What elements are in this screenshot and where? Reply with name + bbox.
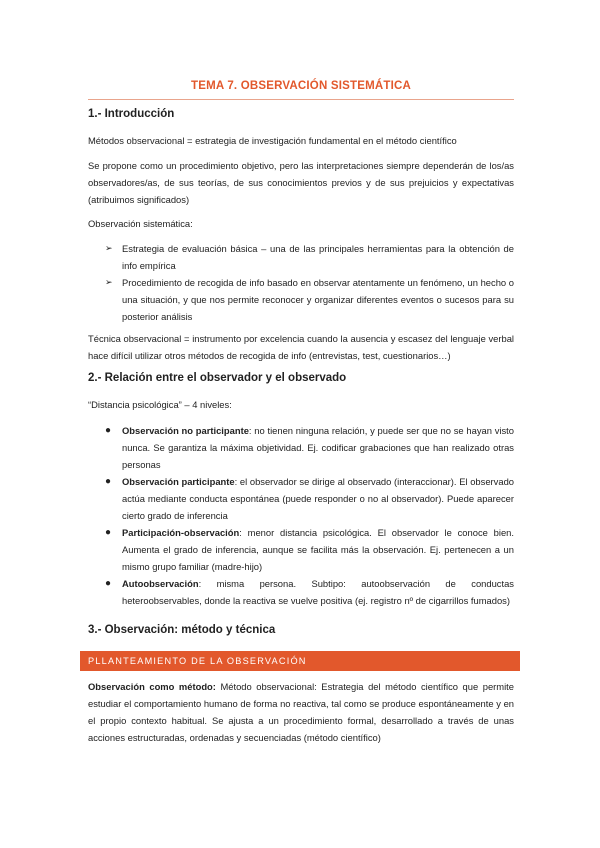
- section-3-heading: 3.- Observación: método y técnica: [88, 624, 276, 636]
- level-text: : menor distancia psicológica. El observador le conoce bien. Aumenta el grado de inferencia, aunque se facilita más la observación. Ej. pertenecen a un mismo grupo familiar (madre-hijo): [122, 527, 514, 572]
- arrow-bullet-icon: ➢: [105, 277, 113, 287]
- section-2-heading: 2.- Relación entre el observador y el observado: [88, 372, 347, 384]
- section-1-paragraph-3: Observación sistemática:: [88, 218, 193, 229]
- list-item: [88, 575, 514, 609]
- dot-bullet-icon: ●: [105, 425, 112, 436]
- section-1-paragraph-4: Técnica observacional = instrumento por excelencia cuando la ausencia y escasez del lenguaje verbal hace difícil utilizar otros métodos de recogida de info (entrevistas, test, cuestionarios…): [88, 333, 514, 361]
- section-1-paragraph-1: Métodos observacional = estrategia de investigación fundamental en el método científico: [88, 135, 457, 146]
- section-1-paragraph-2: Se propone como un procedimiento objetivo, pero las interpretaciones siempre dependerán de los/as observadores/as, de sus teorías, de sus conocimientos previos y de sus prejuicios y expectativas (atribuimos significados): [88, 160, 514, 205]
- arrow-bullet-icon: ➢: [105, 243, 113, 253]
- section-band-heading: PLLANTEAMIENTO DE LA OBSERVACIÓN: [80, 651, 520, 671]
- level-term: Observación no participante: [122, 425, 249, 436]
- level-term: Autoobservación: [122, 578, 199, 589]
- title-underline: [88, 99, 514, 100]
- level-term: Observación participante: [122, 476, 235, 487]
- list-item: ➢ Procedimiento de recogida de info basado en observar atentamente un fenómeno, un hecho o una situación, y que nos permite reconocer y organizar diferentes eventos o sucesos para su posterior análisis: [88, 274, 514, 325]
- level-text: : misma persona. Subtipo: autoobservación de conductas heteroobservables, donde la reactiva se vuelve positiva (ej. registro nº de cigarrillos fumados): [122, 578, 514, 606]
- level-text: : no tienen ninguna relación, y puede ser que no se hayan visto nunca. Se garantiza la máxima objetividad. Ej. codificar grabaciones que han realizado otras personas: [122, 425, 514, 470]
- list-item: ➢ Estrategia de evaluación básica – una de las principales herramientas para la obtención de info empírica: [88, 240, 514, 274]
- level-term: Participación-observación: [122, 527, 240, 538]
- section-2-levels-list: [88, 422, 514, 609]
- level-text: : el observador se dirige al observado (interaccionar). El observado actúa mediante conducta espontánea (puede responder o no al observador). Puede aparecer cierto grado de inferencia: [122, 476, 514, 521]
- list-item: [88, 422, 514, 473]
- list-item: [88, 473, 514, 524]
- dot-bullet-icon: ●: [105, 476, 112, 487]
- section-2-intro: “Distancia psicológica” – 4 niveles:: [88, 399, 232, 410]
- section-3-paragraph: [88, 678, 514, 746]
- method-term: Observación como método:: [88, 681, 216, 692]
- section-1-arrow-list: [88, 240, 514, 325]
- dot-bullet-icon: ●: [105, 578, 112, 589]
- method-text: Método observacional: Estrategia del método científico que permite estudiar el comportamiento humano de forma no reactiva, tal como se produce espontáneamente y en el propio contexto habitual. Se ajusta a un procedimiento formal, desarrollado a través de unas acciones estructuradas, ordenadas y secuenciadas (método científico): [88, 681, 515, 743]
- dot-bullet-icon: ●: [105, 527, 112, 538]
- list-item: [88, 524, 514, 575]
- page-title: TEMA 7. OBSERVACIÓN SISTEMÁTICA: [190, 80, 412, 92]
- section-1-heading: 1.- Introducción: [88, 108, 175, 120]
